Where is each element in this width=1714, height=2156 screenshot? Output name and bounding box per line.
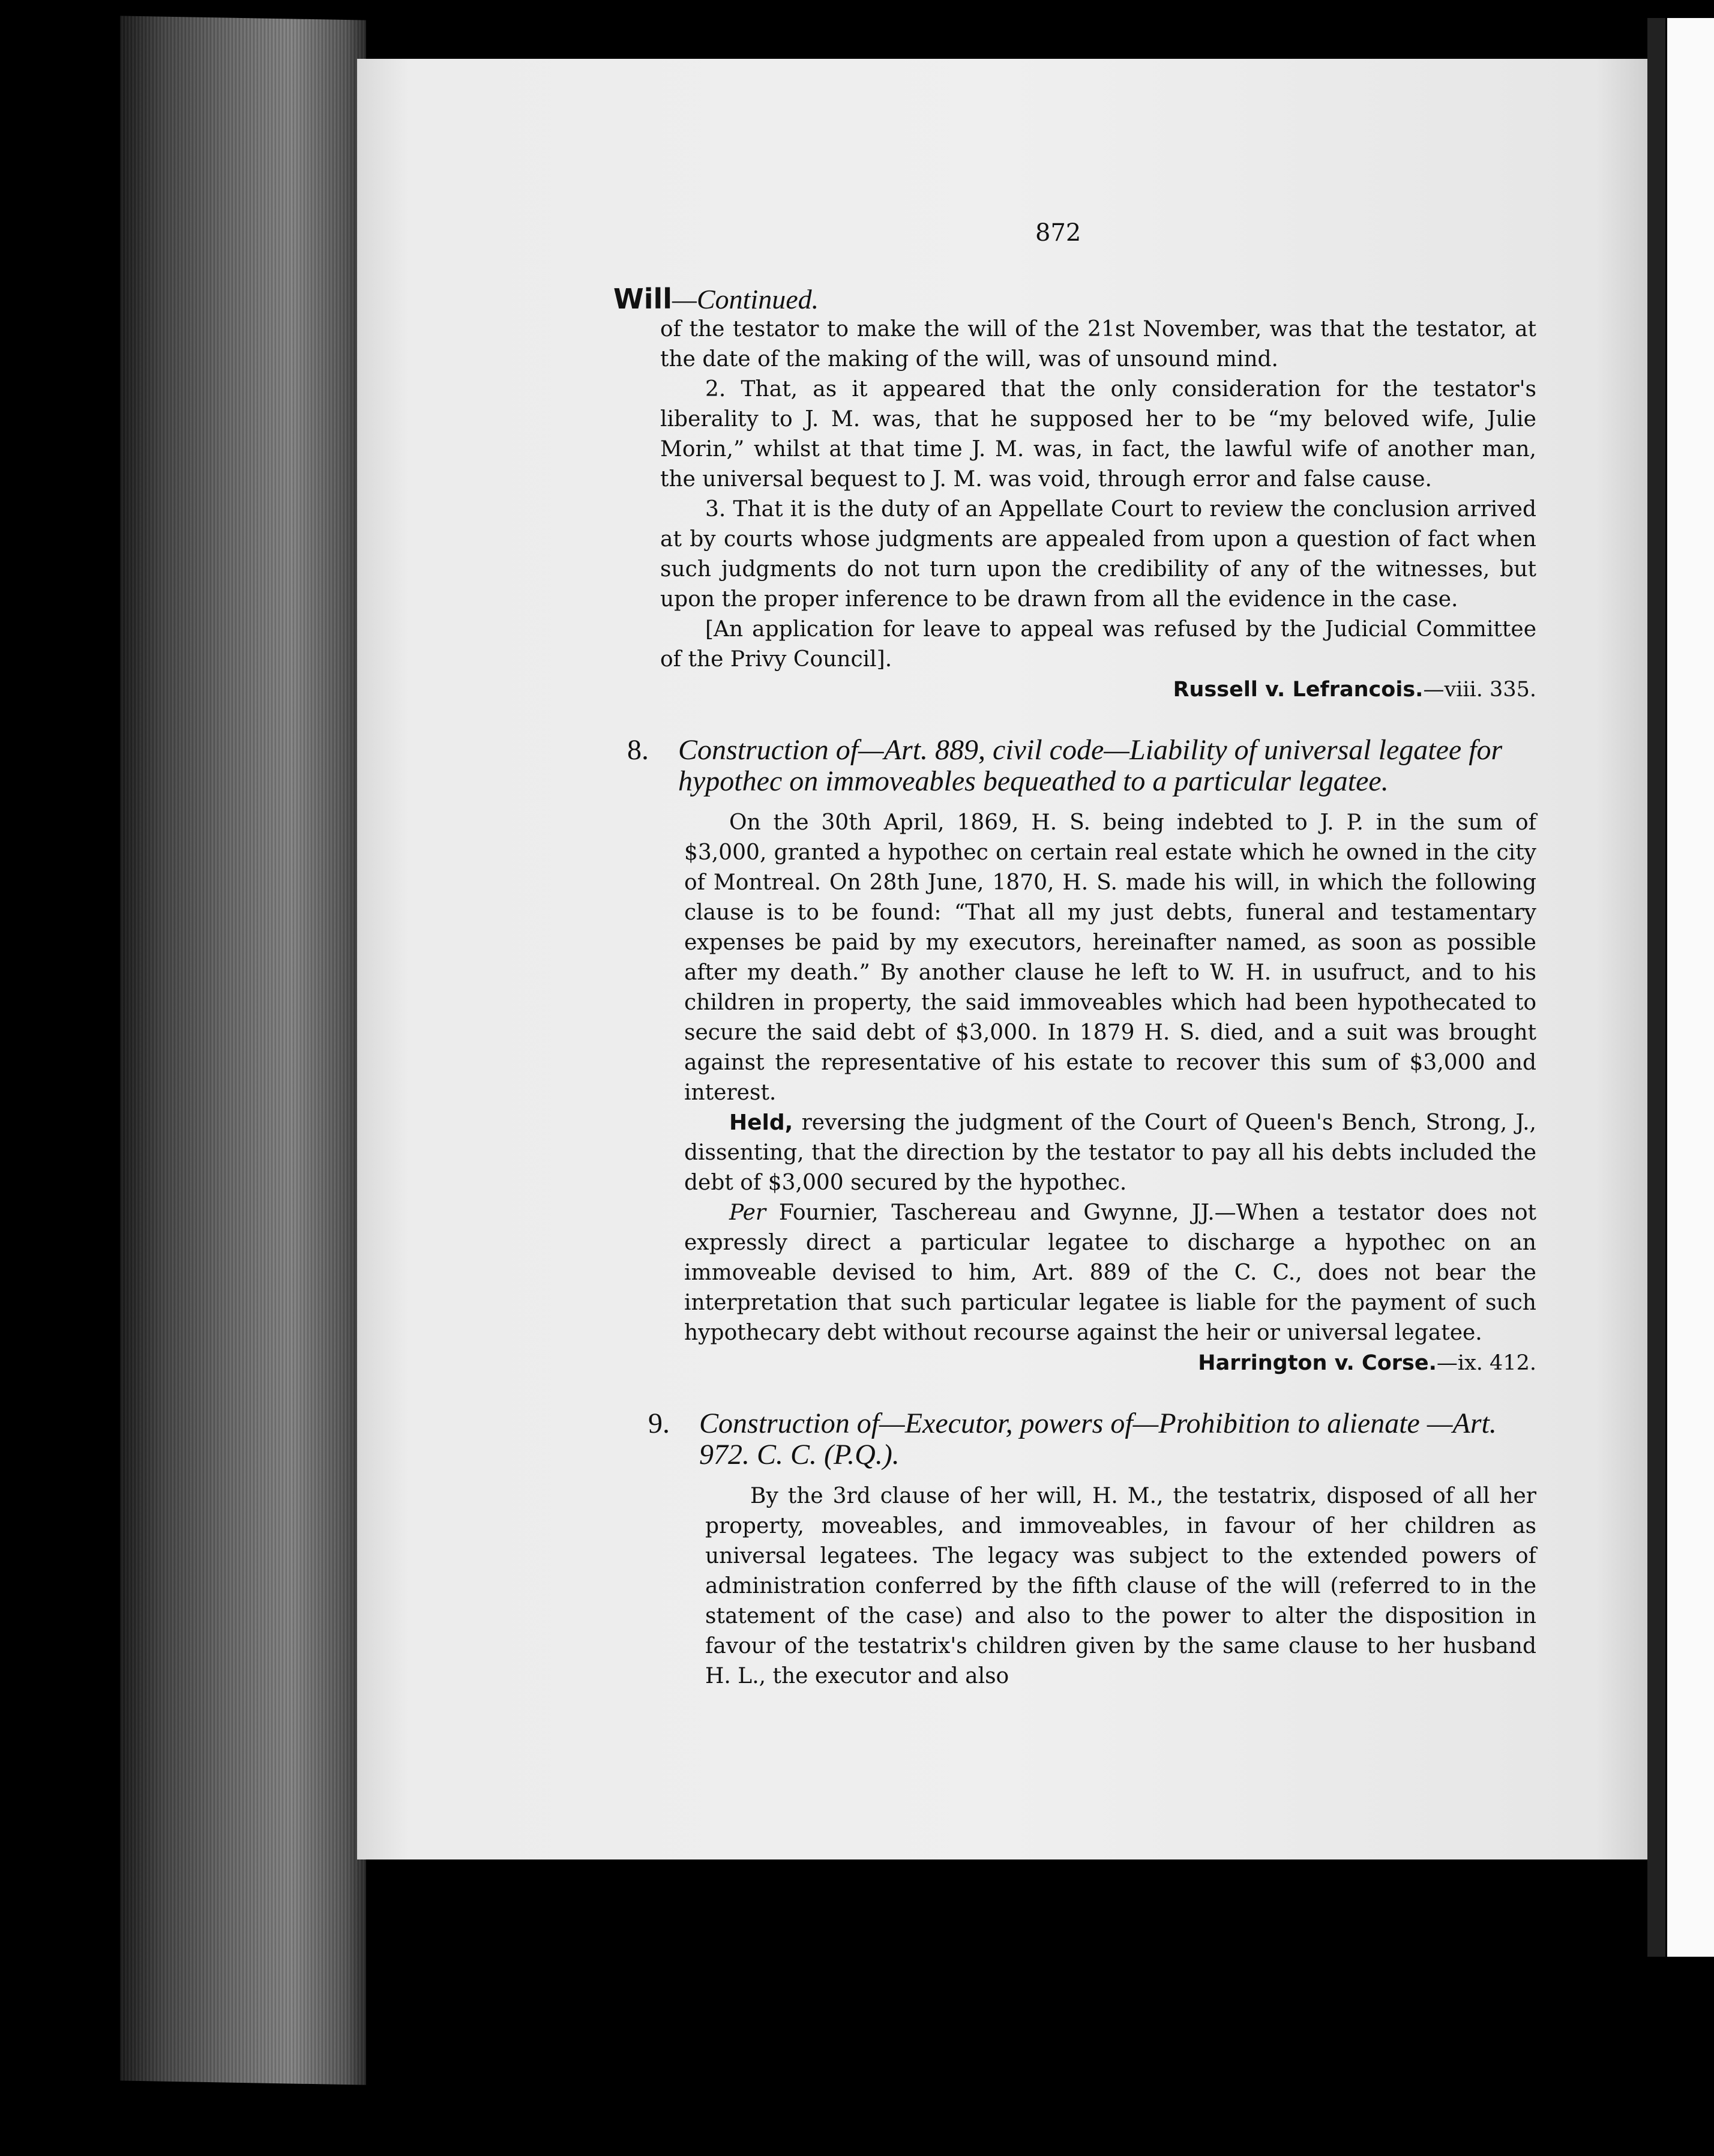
section-8-paragraph-1: On the 30th April, 1869, H. S. being indebted to J. P. in the sum of $3,000, granted a hypothec on certain real estate which he owned in the city of Montreal. On 28th June, 1870, H. S. made his will, in which the following clause is to be found: “That all my just debts, funeral and testamentary expenses be paid by my executors, hereinafter named, as soon as possible after my death.” By another clause he left to W. H. in usufruct, and to his children in property, the said immoveables which had been hypothecated to secure the said debt of $3,000. In 1879 H. S. died, and a suit was brought against the representative of his estate to recover this sum of $3,000 and interest.	[684, 810, 1536, 1105]
section-9-number: 9.	[648, 1408, 670, 1439]
section-8-number: 8.	[627, 734, 649, 766]
page-content	[600, 213, 1536, 1691]
section-8-per	[684, 1198, 1536, 1348]
case-volume-1: —viii. 335.	[1423, 678, 1536, 702]
intro-paragraph-1: of the testator to make the will of the 21st November, was that the testator, at the date of the making of the will, was of unsound mind.	[660, 317, 1536, 372]
per-label: Per	[729, 1200, 766, 1225]
running-head-word: Will	[613, 283, 673, 315]
section-8-body	[684, 808, 1536, 1378]
section-9-paragraph-1: By the 3rd clause of her will, H. M., the testatrix, disposed of all her property, moveables, and immoveables, in favour of her children as universal legatees. The legacy was subject to the extended powers of administration conferred by the fifth clause of the will (referred to in the statement of the case) and also to the power to alter the disposition in favour of the testatrix's children given by the same clause to her husband H. L., the executor and also	[705, 1484, 1536, 1688]
case-volume-2: —ix. 412.	[1436, 1351, 1536, 1375]
section-8-held	[684, 1108, 1536, 1198]
section-9-body	[705, 1481, 1536, 1691]
case-reference-2	[684, 1348, 1536, 1378]
book-edge	[120, 16, 366, 2085]
running-head	[613, 284, 1536, 315]
section-8-heading	[627, 735, 1536, 797]
case-reference-1	[660, 675, 1536, 705]
right-page-shadow	[1647, 18, 1665, 1957]
page-number: 872	[1035, 219, 1081, 247]
section-8-title: Construction of—Art. 889, civil code—Liability of universal legatee for hypothec on immoveables bequeathed to a particular legatee.	[678, 734, 1503, 797]
intro-paragraph-3: 3. That it is the duty of an Appellate Court to review the conclusion arrived at by courts whose judgments are appealed from upon a question of fact when such judgments do not turn upon the credibility of any of the witnesses, but upon the proper inference to be drawn from all the evidence in the case.	[660, 497, 1536, 612]
running-head-continued: —Continued.	[672, 284, 819, 315]
held-label: Held,	[729, 1110, 793, 1135]
case-name-1: Russell v. Lefrancois.	[1173, 678, 1424, 702]
intro-paragraph-4: [An application for leave to appeal was refused by the Judicial Committee of the Privy Council].	[660, 617, 1536, 672]
intro-block	[660, 315, 1536, 705]
facing-page-strip	[1667, 18, 1714, 1957]
intro-paragraph-2: 2. That, as it appeared that the only consideration for the testator's liberality to J. M. was, that he supposed her to be “my beloved wife, Julie Morin,” whilst at that time J. M. was, in fact, the lawful wife of another man, the universal bequest to J. M. was void, through error and false cause.	[660, 377, 1536, 492]
held-text: reversing the judgment of the Court of Queen's Bench, Strong, J., dissenting, that the direction by the testator to pay all his debts included the debt of $3,000 secured by the hypothec.	[684, 1110, 1536, 1195]
section-9-title: Construction of—Executor, powers of—Prohibition to alienate —Art. 972. C. C. (P.Q.).	[699, 1408, 1497, 1471]
per-text: Fournier, Taschereau and Gwynne, JJ.—When a testator does not expressly direct a particular legatee to discharge a hypothec on an immoveable devised to him, Art. 889 of the C. C., does not bear the interpretation that such particular legatee is liable for the payment of such hypothecary debt without recourse against the heir or universal legatee.	[684, 1200, 1536, 1345]
section-9-heading	[648, 1408, 1536, 1471]
case-name-2: Harrington v. Corse.	[1198, 1351, 1437, 1375]
